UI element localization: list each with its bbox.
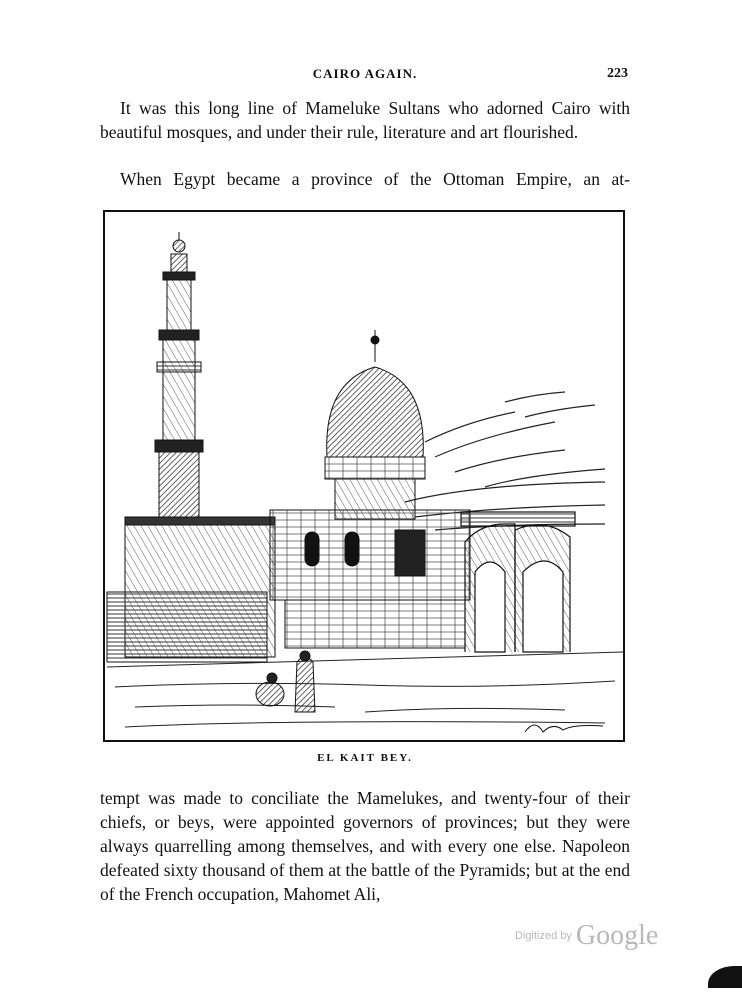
sky-strokes — [405, 392, 605, 530]
page-number: 223 — [607, 66, 628, 81]
google-logo: Google — [575, 920, 659, 951]
figure-caption: EL KAIT BEY. — [317, 752, 413, 764]
paragraph-mamelukes-beys: tempt was made to conciliate the Mamelukes, and twenty-four of their chiefs, or beys, were appointed governors of provinces; but they were always quarrelling among themselves, and with every one else. Napoleon defeated sixty thousand of them at the battle of the Pyramids; but at the end of the French occupation, Mahomet Ali, — [100, 788, 630, 904]
central-building — [270, 510, 470, 648]
left-building — [107, 517, 275, 662]
running-head: CAIRO AGAIN. — [312, 66, 418, 81]
google-watermark — [515, 920, 658, 952]
paragraph-ottoman-empire: When Egypt became a province of the Ottoman Empire, an at- — [120, 169, 630, 189]
paragraph-mameluke-sultans: It was this long line of Mameluke Sultans who adorned Cairo with beautiful mosques, and under their rule, literature and art flourished. — [100, 98, 630, 142]
arcade — [461, 512, 575, 652]
ground — [107, 652, 623, 727]
mosque-engraving — [105, 212, 623, 740]
watermark-prefix: Digitized by — [515, 930, 572, 942]
page-header — [100, 66, 630, 86]
minaret — [155, 232, 203, 522]
illustration-el-kait-bey — [103, 210, 625, 742]
scan-thumb-mark — [708, 966, 742, 988]
dome — [325, 330, 425, 519]
artist-signature — [525, 725, 603, 732]
